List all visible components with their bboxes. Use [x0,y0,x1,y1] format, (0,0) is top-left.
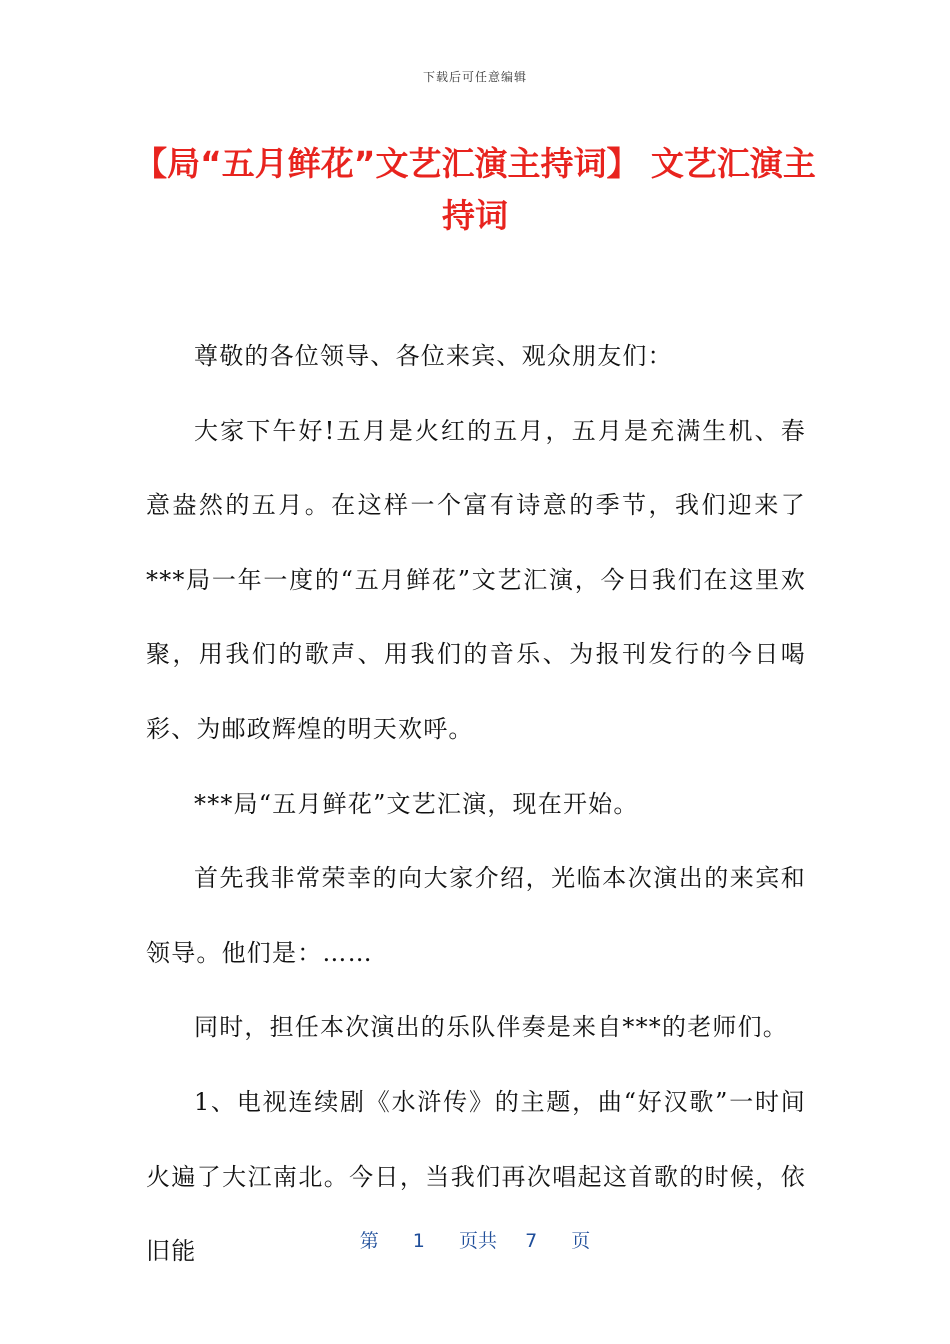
paragraph-guests: 首先我非常荣幸的向大家介绍，光临本次演出的来宾和领导。他们是：…… [146,864,806,967]
paragraph-band: 同时，担任本次演出的乐队伴奏是来自***的老师们。 [194,1013,788,1042]
paragraph-program-1: 1、电视连续剧《水浒传》的主题，曲“好汉歌”一时间火遍了大江南北。今日，当我们再次唱起这首歌的时候，依旧能 [146,1087,806,1266]
document-body [146,319,806,1289]
paragraph-start: ***局“五月鲜花”文艺汇演，现在开始。 [194,789,639,818]
header-note: 下载后可任意编辑 [422,70,527,84]
document-title: 【局“五月鲜花”文艺汇演主持词】 文艺汇演主持词 [134,144,816,235]
footer-page-prefix: 第 [359,1230,379,1252]
paragraph-greeting: 尊敬的各位领导、各位来宾、观众朋友们： [194,342,673,370]
footer-page-suffix: 页 [571,1230,591,1252]
page-footer [0,1226,950,1253]
footer-page-middle: 页共 [458,1230,497,1252]
footer-page-number: 1 [412,1230,425,1252]
paragraph-opening: 大家下午好!五月是火红的五月，五月是充满生机、春意盎然的五月。在这样一个富有诗意的季节，我们迎来了***局一年一度的“五月鲜花”文艺汇演，今日我们在这里欢聚，用我们的歌声、用我们的音乐、为报刊发行的今日喝彩、为邮政辉煌的明天欢呼。 [146,416,806,743]
footer-page-total: 7 [525,1230,538,1252]
